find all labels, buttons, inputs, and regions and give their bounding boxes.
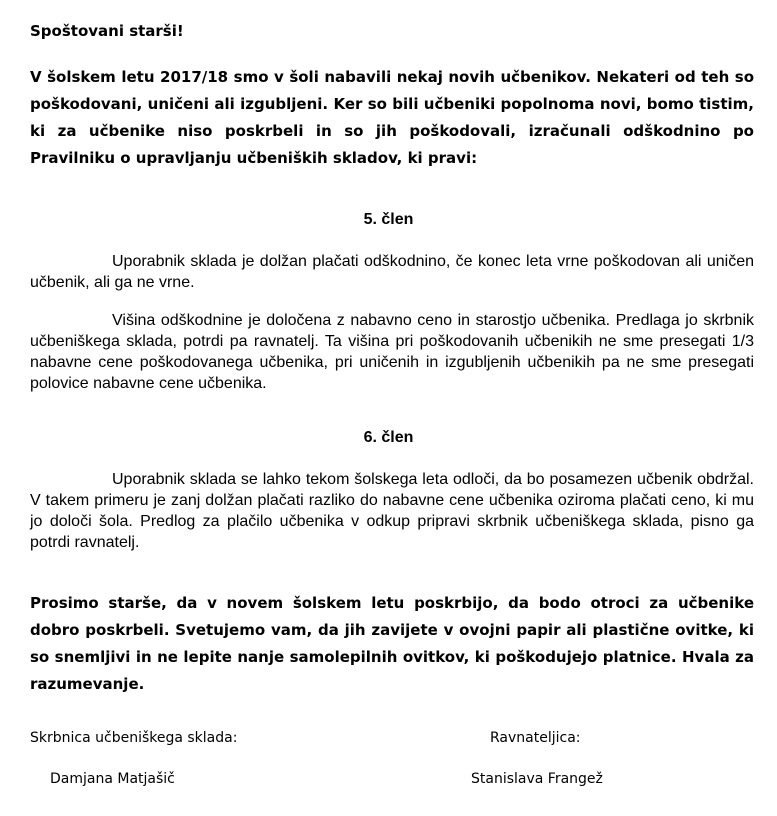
signature-right-name: Stanislava Frangež: [471, 771, 603, 787]
intro-paragraph: V šolskem letu 2017/18 smo v šoli nabavili nekaj novih učbenikov. Nekateri od teh so poškodovani, uničeni ali izgubljeni. Ker so bili učbeniki popolnoma novi, bomo tistim, ki za učbenike niso poskrbeli in so jih poškodovali, izračunali odškodnino po Pravilniku o upravljanju učbeniških skladov, ki pravi:: [30, 68, 754, 167]
greeting: Spoštovani starši!: [30, 22, 184, 40]
article-5-title: 5. člen: [363, 211, 414, 228]
article-6-paragraph-1: Uporabnik sklada se lahko tekom šolskega leta odloči, da bo posamezen učbenik obdržal. V takem primeru je zanj dolžan plačati razliko do nabavne cene učbenika oziroma plačati ceno, ki mu jo določi šola. Predlog za plačilo učbenika v odkup pripravi skrbnik učbeniškega sklada, pisno ga potrdi ravnatelj.: [30, 471, 754, 551]
closing-paragraph: Prosimo starše, da v novem šolskem letu poskrbijo, da bodo otroci za učbenike dobro poskrbeli. Svetujemo vam, da jih zavijete v ovojni papir ali plastične ovitke, ki so snemljivi in ne lepite nanje samolepilnih ovitkov, ki poškodujejo platnice. Hvala za razumevanje.: [30, 594, 754, 693]
article-5-paragraph-1: Uporabnik sklada je dolžan plačati odškodnino, če konec leta vrne poškodovan ali uničen učbenik, ali ga ne vrne.: [30, 253, 754, 291]
signature-left-label: Skrbnica učbeniškega sklada:: [30, 730, 238, 746]
article-6-title: 6. člen: [363, 429, 414, 446]
article-5-paragraph-2: Višina odškodnine je določena z nabavno ceno in starostjo učbenika. Predlaga jo skrbnik učbeniškega sklada, potrdi pa ravnatelj. Ta višina pri poškodovanih učbenikih ne sme presegati 1/3 nabavne cene poškodovanega učbenika, pri uničenih in izgubljenih učbenikih pa ne sme presegati polovice nabavne cene učbenika.: [30, 312, 754, 392]
signature-left-name: Damjana Matjašič: [50, 771, 175, 787]
signature-right-label: Ravnateljica:: [490, 730, 581, 746]
